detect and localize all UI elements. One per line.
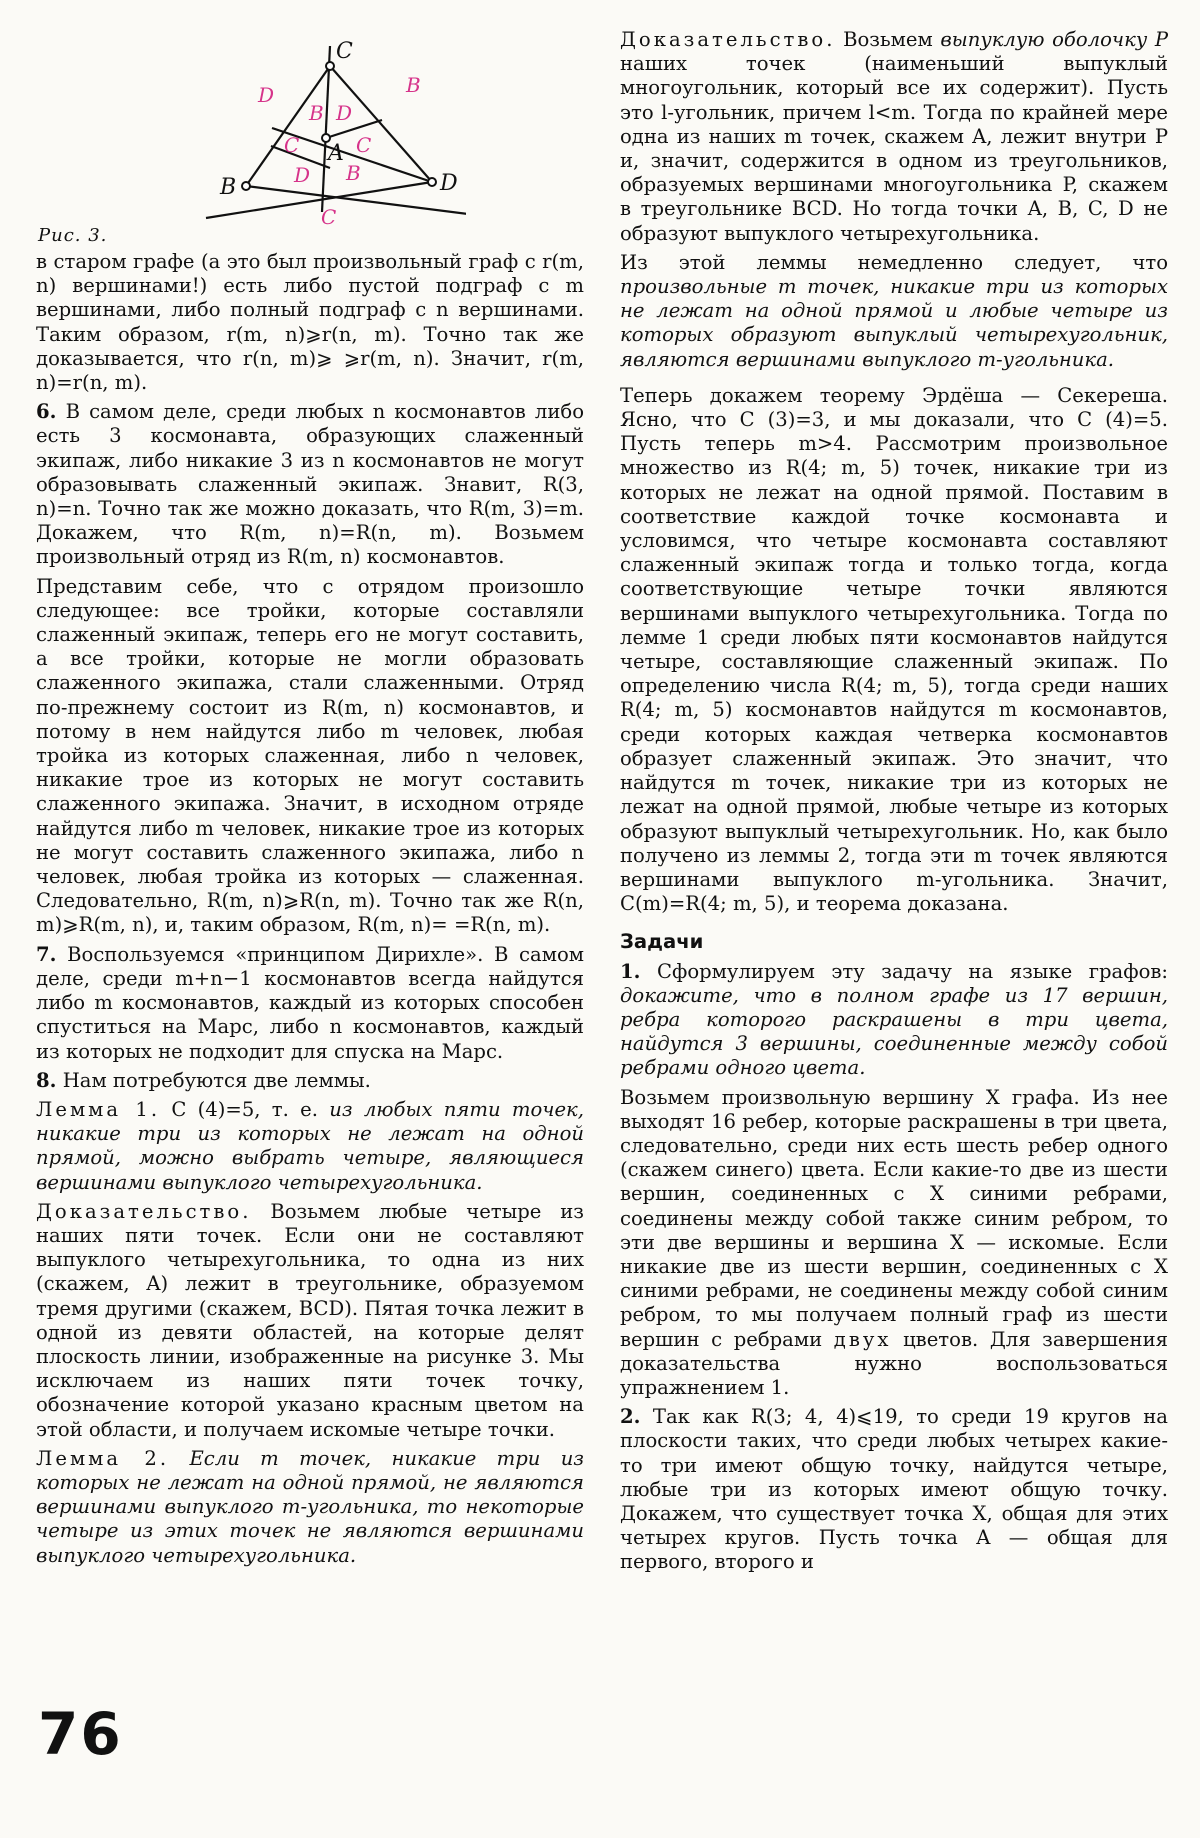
proof-title: Доказательство. xyxy=(36,1199,252,1223)
right-column xyxy=(620,28,1168,1580)
vertex-b-point xyxy=(242,182,250,190)
region-label: D xyxy=(258,83,275,107)
region-label: D xyxy=(336,101,353,125)
proof: Доказательство. Возьмем выпуклую оболочку P наших точек (наименьший выпуклый многоугольник, который все их содержит). Пусть это l-угольник, причем l<m. Тогда по крайней мере одна из наших m точек, скажем A, лежит внутри P и, значит, содержится в одном из треугольников, образуемых вершинами многоугольника P, скажем в треугольнике BCD. Но тогда точки A, B, C, D не образуют выпуклого четырехугольника. xyxy=(620,28,1168,245)
lemma-2: Лемма 2. Если m точек, никакие три из которых не лежат на одной прямой, не являются вершинами выпуклого m-угольника, то некоторые четыре из этих точек не являются вершинами выпуклого четырехугольника. xyxy=(36,1446,584,1567)
region-label: B xyxy=(406,73,421,97)
triangle-diagram xyxy=(176,28,466,238)
page-number: 76 xyxy=(38,1700,123,1768)
proof: Доказательство. Возьмем любые четыре из наших пяти точек. Если они не составляют выпуклого четырехугольника, то одна из них (скажем, A) лежит в треугольнике, образуемом тремя другими (скажем, BCD). Пятая точка лежит в одной из девяти областей, на которые делят плоскость линии, изображенные на рисунке 3. Мы исключаем из наших пяти точек точку, обозначение которой указано красным цветом на этой области, и получаем искомые четыре точки. xyxy=(36,1199,584,1441)
inner-line-right xyxy=(326,120,382,138)
paragraph: 6. В самом деле, среди любых n космонавтов либо есть 3 космонавта, образующих слаженный экипаж, либо никакие 3 из n космонавтов не могут образовывать слаженный экипаж. Знавит, R(3, n)=n. Точно так же можно доказать, что R(m, 3)=m. Докажем, что R(m, n)=R(n, m). Возьмем произвольный отряд из R(m, n) космонавтов. xyxy=(36,400,584,569)
paragraph: 7. Воспользуемся «принципом Дирихле». В самом деле, среди m+n−1 космонавтов всегда найдутся либо m космонавтов, каждый из которых способен спуститься на Марс, либо n космонавтов, каждый из которых не подходит для спуска на Марс. xyxy=(36,942,584,1063)
lemma-1: Лемма 1. C (4)=5, т. е. из любых пяти точек, никакие три из которых не лежат на одной прямой, можно выбрать четыре, являющиеся вершинами выпуклого четырехугольника. xyxy=(36,1097,584,1194)
paragraph: Теперь докажем теорему Эрдёша — Секереша. Ясно, что C (3)=3, и мы доказали, что C (4)=5. Пусть теперь m>4. Рассмотрим произвольное множество из R(4; m, 5) точек, никакие три из которых не лежат на одной прямой. Поставим в соответствие каждой точке космонавта и условимся, что четыре космонавта составляют слаженный экипаж тогда и только тогда, когда соответствующие четыре точки являются вершинами выпуклого четырехугольника. Тогда по лемме 1 среди любых пяти космонавтов найдутся четыре, составляющие слаженный экипаж. По определению числа R(4; m, 5), тогда среди наших R(4; m, 5) космонавтов найдутся m космонавтов, среди которых каждая четверка космонавтов образует слаженный экипаж. Это значит, что найдутся m точек, никакие три из которых не лежат на одной прямой, любые четыре из которых образуют выпуклый четырехугольник. Но, как было получено из леммы 2, тогда эти m точек являются вершинами выпуклого m-угольника. Значит, C(m)=R(4; m, 5), и теорема доказана. xyxy=(620,383,1168,916)
vertex-c-label: C xyxy=(336,39,353,64)
section-title: Задачи xyxy=(620,930,704,954)
paragraph: Возьмем произвольную вершину X графа. Из нее выходят 16 ребер, которые раскрашены в три цвета, следовательно, среди них есть шесть ребер одного (скажем синего) цвета. Если какие-то две из шести вершин, соединенных с X синими ребрами, соединены между собой также синим ребром, то эти две вершины и вершина X — искомые. Если никакие две из шести вершин, соединенных с X синими ребрами, не соединены между собой синим ребром, то мы получаем полный граф из шести вершин с ребрами двух цветов. Для завершения доказательства нужно воспользоваться упражнением 1. xyxy=(620,1085,1168,1399)
item-number: 2. xyxy=(620,1405,641,1429)
vertex-c-point xyxy=(326,62,334,70)
vertex-d-point xyxy=(428,178,436,186)
figure-3 xyxy=(36,28,584,250)
region-label: D xyxy=(294,163,311,187)
proof-title: Доказательство. xyxy=(620,28,836,51)
lemma-title: Лемма 2. xyxy=(36,1446,170,1470)
item-number: 8. xyxy=(36,1068,57,1092)
region-label: C xyxy=(356,133,372,157)
item-number: 6. xyxy=(36,400,57,424)
region-label: B xyxy=(309,101,324,125)
vertex-d-label: D xyxy=(440,171,458,196)
figure-caption: Рис. 3. xyxy=(38,225,108,246)
problem-1: 1. Сформулируем эту задачу на языке графов: докажите, что в полном графе из 17 вершин, ребра которого раскрашены в три цвета, найдутся 3 вершины, соединенные между собой ребрами одного цвета. xyxy=(620,959,1168,1080)
vertex-b-label: B xyxy=(220,175,237,200)
item-number: 1. xyxy=(620,959,641,983)
region-label: C xyxy=(321,205,337,229)
vertex-a-label: A xyxy=(328,141,344,166)
problem-2: 2. Так как R(3; 4, 4)⩽19, то среди 19 кругов на плоскости таких, что среди любых четырех какие-то три имеют общую точку, найдутся четыре, любые три из которых имеют общую точку. Докажем, что существует точка X, общая для этих четырех кругов. Пусть точка A — общая для первого, второго и xyxy=(620,1405,1168,1574)
region-label: B xyxy=(346,161,361,185)
edge-bd-extended xyxy=(206,182,432,218)
paragraph: Из этой леммы немедленно следует, что произвольные m точек, никакие три из которых не лежат на одной прямой и любые четыре из которых образуют выпуклый четырехугольник, являются вершинами выпуклого m-угольника. xyxy=(620,250,1168,371)
lemma-title: Лемма 1. xyxy=(36,1097,161,1121)
paragraph: Представим себе, что с отрядом произошло следующее: все тройки, которые составляли слаженный экипаж, теперь его не могут составить, а все тройки, которые не могли образовать слаженного экипажа, стали слаженными. Отряд по-прежнему состоит из R(m, n) космонавтов, и потому в нем найдутся либо m человек, любая тройка из которых слаженная, либо n человек, никакие трое из которых не могут составить слаженного экипажа. Значит, в исходном отряде найдутся либо m человек, никакие трое из которых не могут составить слаженного экипажа, либо n человек, любая тройка из которых — слаженная. Следовательно, R(m, n)⩾R(n, m). Точно так же R(n, m)⩾R(m, n), и, таким образом, R(m, n)= =R(n, m). xyxy=(36,574,584,937)
line-b-through-a xyxy=(246,186,466,214)
item-number: 7. xyxy=(36,942,57,966)
paragraph: в старом графе (а это был произвольный граф с r(m, n) вершинами!) есть либо пустой подграф с m вершинами, либо полный подграф с n вершинами. Таким образом, r(m, n)⩾r(n, m). Точно так же доказывается, что r(n, m)⩾ ⩾r(m, n). Значит, r(m, n)=r(n, m). xyxy=(36,250,584,395)
paragraph: 8. Нам потребуются две леммы. xyxy=(36,1068,371,1092)
region-label: C xyxy=(284,133,300,157)
left-column xyxy=(36,28,584,1573)
